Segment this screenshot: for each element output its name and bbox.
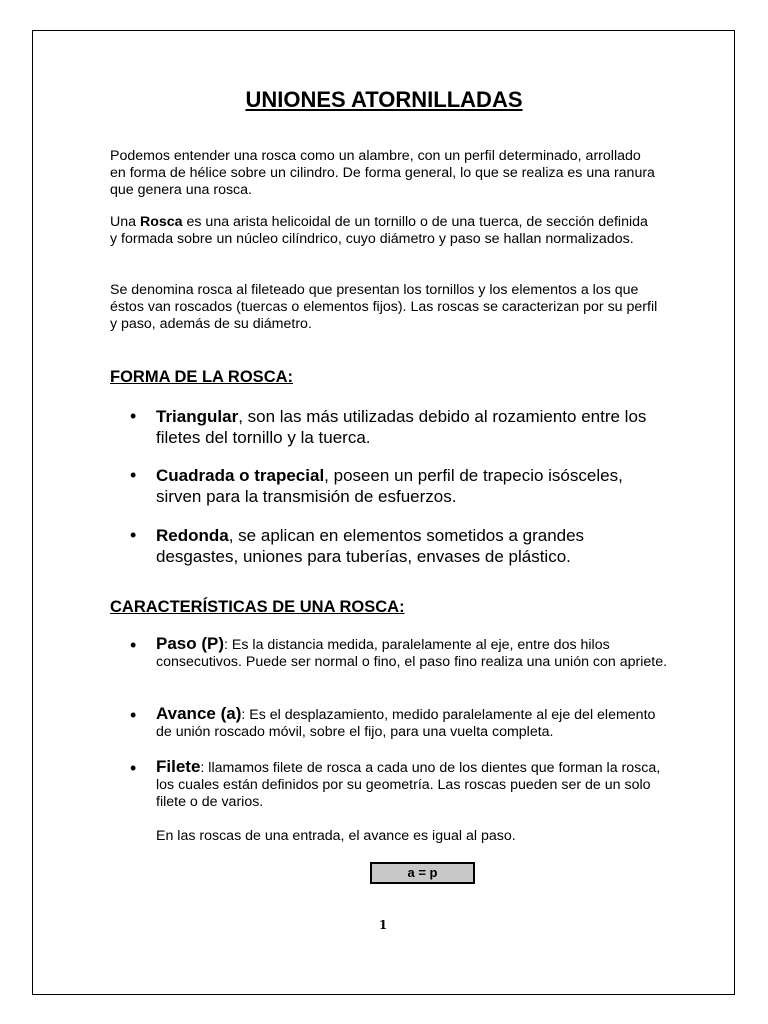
list-item-text [156, 525, 670, 567]
list-item-text [156, 758, 670, 811]
p2-rest: es una arista helicoidal de un tornillo o de una tuerca, de sección definida y formada sobre un núcleo cilíndrico, cuyo diámetro y paso se hallan normalizados. [110, 214, 648, 247]
list-item-text [156, 465, 670, 507]
bullet-icon: • [130, 705, 137, 725]
p2-term: Rosca [139, 214, 183, 230]
list-item-term: Paso (P) [156, 634, 225, 653]
p2-prefix: Una [110, 214, 140, 230]
bullet-icon: • [130, 406, 137, 426]
section-heading-forma: FORMA DE LA ROSCA: [110, 368, 294, 386]
note-paragraph: En las roscas de una entrada, el avance es igual al paso. [156, 828, 516, 844]
list-item-term: Redonda [156, 526, 229, 545]
intro-paragraph-1: Podemos entender una rosca como un alambre, con un perfil determinado, arrollado en forma de hélice sobre un cilindro. De forma general, lo que se realiza es una ranura que genera una rosca. [110, 148, 655, 198]
intro-paragraph-2 [110, 214, 658, 248]
intro-paragraph-3: Se denomina rosca al fileteado que presentan los tornillos y los elementos a los que éstos van roscados (tuercas o elementos fijos). Las roscas se caracterizan por su perfil y paso, además de su diámetro. [110, 282, 658, 332]
list-item-text [156, 406, 670, 448]
bullet-icon: • [130, 525, 137, 545]
list-item-term: Triangular [156, 407, 239, 426]
list-item-text [156, 705, 670, 741]
bullet-icon: • [130, 465, 137, 485]
bullet-icon: • [130, 635, 137, 655]
page-number: 1 [378, 918, 388, 932]
list-item-description: : llamamos filete de rosca a cada uno de los dientes que forman la rosca, los cuales están definidos por su geometría. Las roscas pueden ser de un solo filete o de varios. [156, 760, 661, 810]
list-item-description: : Es el desplazamiento, medido paralelamente al eje del elemento de unión roscado móvil, sobre el fijo, para una vuelta completa. [156, 707, 656, 740]
list-item-term: Filete [156, 757, 201, 776]
list-item-term: Avance (a) [156, 704, 242, 723]
list-item-description: , se aplican en elementos sometidos a grandes desgastes, uniones para tuberías, envases de plástico. [156, 526, 585, 566]
list-item-term: Cuadrada o trapecial [156, 466, 325, 485]
list-item-description: , poseen un perfil de trapecio isósceles, sirven para la transmisión de esfuerzos. [156, 466, 623, 506]
formula-box: a = p [370, 862, 475, 884]
list-item-description: , son las más utilizadas debido al rozamiento entre los filetes del tornillo y la tuerca. [156, 407, 647, 447]
bullet-icon: • [130, 758, 137, 778]
section-heading-caracteristicas: CARACTERÍSTICAS DE UNA ROSCA: [110, 598, 405, 616]
list-item-description: : Es la distancia medida, paralelamente al eje, entre dos hilos consecutivos. Puede ser normal o fino, el paso fino realiza una unión con apriete. [156, 637, 668, 670]
list-item-text [156, 635, 670, 671]
document-title: UNIONES ATORNILLADAS [245, 87, 523, 112]
